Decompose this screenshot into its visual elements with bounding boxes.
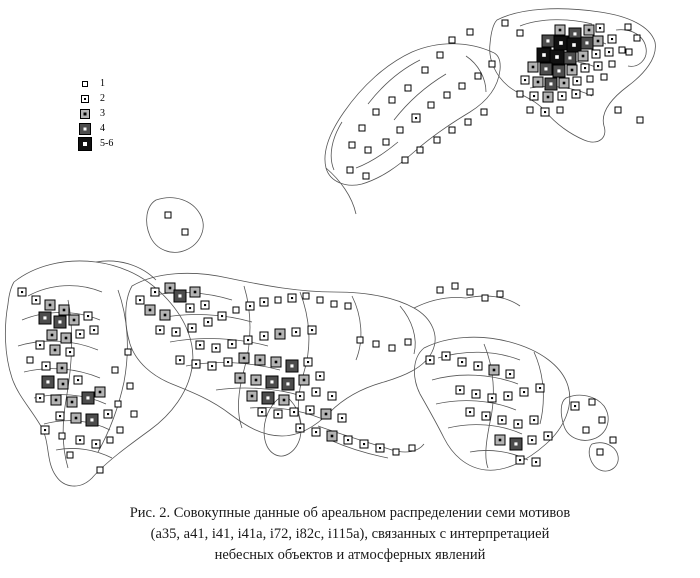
legend-item [78, 76, 148, 91]
map-marker [444, 92, 450, 98]
map-marker-center-dot [207, 321, 209, 323]
legend-swatch-4 [79, 123, 91, 135]
map-marker [67, 452, 73, 458]
map-marker [417, 147, 423, 153]
map-marker-center-dot [608, 51, 610, 53]
map-marker [165, 212, 171, 218]
map-marker [452, 283, 458, 289]
map-marker-center-dot [169, 287, 172, 290]
map-marker-center-dot [77, 379, 79, 381]
map-marker [589, 399, 595, 405]
map-marker-center-dot [295, 331, 297, 333]
map-marker-center-dot [73, 319, 76, 322]
map-marker-center-dot [533, 419, 535, 421]
map-marker-center-dot [611, 38, 613, 40]
caption-line-3: небесных объектов и атмосферных явлений [214, 547, 486, 563]
map-marker-center-dot [62, 383, 65, 386]
map-marker-center-dot [21, 291, 23, 293]
map-marker-center-dot [93, 329, 95, 331]
map-marker-center-dot [597, 40, 600, 43]
map-marker-center-dot [54, 349, 57, 352]
map-marker-center-dot [559, 41, 563, 45]
map-marker-center-dot [555, 55, 559, 59]
map-marker-center-dot [331, 435, 334, 438]
map-marker-center-dot [559, 29, 562, 32]
map-marker-center-dot [415, 117, 417, 119]
map-marker-center-dot [299, 395, 301, 397]
map-marker [331, 301, 337, 307]
map-marker-center-dot [477, 365, 479, 367]
map-marker-center-dot [546, 39, 549, 42]
map-marker [601, 74, 607, 80]
map-marker-center-dot [315, 431, 317, 433]
map-marker-center-dot [239, 377, 242, 380]
map-marker-center-dot [523, 391, 525, 393]
map-marker [107, 437, 113, 443]
map-marker-center-dot [291, 297, 293, 299]
map-marker [405, 85, 411, 91]
legend-swatch-1 [82, 81, 88, 87]
map-marker-center-dot [584, 67, 586, 69]
map-marker-center-dot [178, 294, 181, 297]
map-marker-center-dot [445, 355, 447, 357]
map-marker-center-dot [204, 304, 206, 306]
map-marker [449, 127, 455, 133]
map-marker-center-dot [519, 459, 521, 461]
map-marker [517, 91, 523, 97]
caption-line-1: Рис. 2. Совокупные данные об ареальном распределении семи мотивов [129, 505, 571, 521]
map-marker [131, 411, 137, 417]
map-marker [527, 107, 533, 113]
map-marker-center-dot [179, 359, 181, 361]
map-marker-center-dot [315, 391, 317, 393]
map-marker-center-dot [247, 339, 249, 341]
map-marker [27, 357, 33, 363]
map-marker-center-dot [429, 359, 431, 361]
legend-swatch-5 [78, 137, 92, 151]
map-marker-center-dot [325, 413, 328, 416]
map-marker-center-dot [509, 373, 511, 375]
map-marker-center-dot [524, 79, 526, 81]
map-marker [587, 76, 593, 82]
map-marker-center-dot [195, 363, 197, 365]
map-marker-center-dot [286, 382, 289, 385]
map-marker-center-dot [58, 320, 61, 323]
legend-item [78, 91, 148, 106]
map-marker-center-dot [363, 443, 365, 445]
map-marker-center-dot [319, 375, 321, 377]
map-marker-center-dot [539, 387, 541, 389]
map-marker [599, 417, 605, 423]
map-marker [557, 107, 563, 113]
map-marker-center-dot [347, 439, 349, 441]
map-marker-center-dot [189, 307, 191, 309]
map-marker-center-dot [75, 417, 78, 420]
legend-label-4: 4 [100, 122, 105, 134]
map-marker [275, 297, 281, 303]
map-marker-center-dot [251, 395, 254, 398]
map-marker [397, 127, 403, 133]
map-marker [502, 20, 508, 26]
map-marker-center-dot [532, 66, 535, 69]
map-marker-center-dot [95, 443, 97, 445]
map-marker-center-dot [87, 315, 89, 317]
map-marker [117, 427, 123, 433]
map-marker [449, 37, 455, 43]
map-marker-center-dot [311, 329, 313, 331]
legend-label-1: 1 [100, 77, 105, 89]
map-marker-center-dot [243, 357, 246, 360]
map-marker-center-dot [39, 397, 41, 399]
map-marker-center-dot [191, 327, 193, 329]
map-marker-center-dot [263, 335, 265, 337]
map-marker-center-dot [531, 439, 533, 441]
map-marker-center-dot [571, 69, 574, 72]
map-marker [637, 117, 643, 123]
map-marker-center-dot [164, 314, 167, 317]
map-marker [393, 449, 399, 455]
map-marker-center-dot [46, 380, 49, 383]
legend-swatch-3 [80, 109, 90, 119]
map-marker-center-dot [259, 359, 262, 362]
map-marker-center-dot [517, 423, 519, 425]
map-marker [317, 297, 323, 303]
map-marker-center-dot [575, 93, 577, 95]
map-marker-center-dot [63, 309, 66, 312]
map-marker-center-dot [549, 82, 552, 85]
legend-label-2: 2 [100, 92, 105, 104]
map-marker-center-dot [49, 304, 52, 307]
legend-label-5: 5-6 [100, 137, 114, 149]
map-marker [233, 307, 239, 313]
map-marker [347, 167, 353, 173]
map-marker-center-dot [51, 334, 54, 337]
map-marker-center-dot [71, 401, 74, 404]
map-marker-center-dot [69, 351, 71, 353]
map-marker-center-dot [561, 95, 563, 97]
map-marker [497, 291, 503, 297]
map-marker-center-dot [491, 397, 493, 399]
map-marker-center-dot [43, 316, 46, 319]
map-marker [402, 157, 408, 163]
map-marker-center-dot [159, 329, 161, 331]
map-marker-center-dot [547, 96, 550, 99]
caption-line-2: (a35, a41, i41, i41a, i72, i82c, i115a), связанных с интерпретацией [150, 526, 550, 542]
map-marker [619, 47, 625, 53]
map-marker [345, 303, 351, 309]
map-marker-center-dot [99, 391, 102, 394]
legend-item [78, 136, 148, 151]
map-marker [359, 125, 365, 131]
map-marker-center-dot [55, 399, 58, 402]
map-marker [373, 109, 379, 115]
map-marker [517, 30, 523, 36]
map-marker-center-dot [44, 429, 46, 431]
map-marker-center-dot [585, 41, 588, 44]
map-marker-center-dot [309, 409, 311, 411]
map-marker-center-dot [154, 291, 156, 293]
map-marker-center-dot [563, 82, 566, 85]
map-marker-center-dot [537, 81, 540, 84]
map-marker [437, 52, 443, 58]
map-marker-center-dot [499, 439, 502, 442]
map-marker-center-dot [194, 291, 197, 294]
map-marker [465, 119, 471, 125]
map-marker-center-dot [507, 395, 509, 397]
map-marker-center-dot [595, 53, 597, 55]
map-marker-center-dot [299, 427, 301, 429]
map-marker-center-dot [597, 65, 599, 67]
map-marker [409, 445, 415, 451]
map-marker-center-dot [533, 95, 535, 97]
map-marker [583, 427, 589, 433]
map-marker [475, 73, 481, 79]
map-marker-center-dot [535, 461, 537, 463]
map-marker-center-dot [175, 331, 177, 333]
legend [78, 76, 148, 151]
map-marker-center-dot [266, 396, 269, 399]
map-marker [615, 107, 621, 113]
map-marker-center-dot [290, 364, 293, 367]
map-marker-center-dot [35, 299, 37, 301]
map-marker [459, 83, 465, 89]
map-marker-center-dot [303, 379, 306, 382]
map-marker [59, 433, 65, 439]
map-marker [389, 345, 395, 351]
map-marker-center-dot [90, 418, 93, 421]
map-marker-center-dot [514, 442, 517, 445]
map-marker-center-dot [86, 396, 89, 399]
map-marker-center-dot [588, 29, 591, 32]
legend-item [78, 106, 148, 121]
map-marker [434, 137, 440, 143]
map-marker-center-dot [221, 315, 223, 317]
map-marker [422, 67, 428, 73]
map-marker-center-dot [61, 367, 64, 370]
map-marker-center-dot [475, 393, 477, 395]
legend-swatch-2 [81, 95, 89, 103]
map-marker [115, 401, 121, 407]
map-marker [383, 139, 389, 145]
map-marker-center-dot [65, 337, 68, 340]
map-marker-center-dot [39, 344, 41, 346]
map-marker-center-dot [544, 111, 546, 113]
map-marker-center-dot [599, 27, 601, 29]
map-marker-center-dot [293, 411, 295, 413]
map-marker-center-dot [277, 413, 279, 415]
map-marker-center-dot [261, 411, 263, 413]
map-marker-center-dot [307, 361, 309, 363]
map-marker-center-dot [557, 69, 560, 72]
map-marker-center-dot [493, 369, 496, 372]
map-marker [182, 229, 188, 235]
map-marker-center-dot [59, 415, 61, 417]
map-marker-center-dot [255, 379, 258, 382]
map-marker [389, 97, 395, 103]
map-marker-center-dot [331, 395, 333, 397]
map-marker-center-dot [501, 419, 503, 421]
map-marker-center-dot [199, 344, 201, 346]
map-marker-center-dot [139, 299, 141, 301]
legend-item [78, 121, 148, 136]
map-marker-center-dot [572, 43, 576, 47]
map-marker-center-dot [263, 301, 265, 303]
map-marker-center-dot [576, 80, 578, 82]
figure-caption [0, 503, 700, 566]
map-marker [357, 337, 363, 343]
map-marker-center-dot [582, 55, 585, 58]
map-marker-center-dot [379, 447, 381, 449]
map-marker [365, 147, 371, 153]
map-marker-center-dot [79, 439, 81, 441]
map-marker [634, 35, 640, 41]
map-marker [610, 437, 616, 443]
map-marker [97, 467, 103, 473]
map-marker-center-dot [79, 333, 81, 335]
map-marker-center-dot [279, 333, 282, 336]
map-marker-center-dot [461, 361, 463, 363]
map-marker [428, 102, 434, 108]
map-marker-center-dot [215, 347, 217, 349]
map-marker-center-dot [45, 365, 47, 367]
map-marker-center-dot [341, 417, 343, 419]
map-marker-center-dot [149, 309, 152, 312]
map-marker-center-dot [211, 365, 213, 367]
map-marker [437, 287, 443, 293]
map-marker-center-dot [568, 56, 571, 59]
map-marker-center-dot [485, 415, 487, 417]
map-marker-center-dot [275, 361, 278, 364]
map-marker [587, 89, 593, 95]
map-marker [609, 61, 615, 67]
map-marker [467, 289, 473, 295]
map-marker [625, 24, 631, 30]
map-marker-center-dot [231, 343, 233, 345]
map-marker [363, 173, 369, 179]
map-marker [112, 367, 118, 373]
map-marker [481, 109, 487, 115]
map-marker-center-dot [270, 380, 273, 383]
map-marker-center-dot [542, 53, 546, 57]
map-marker [373, 341, 379, 347]
map-marker [303, 293, 309, 299]
map-marker [349, 142, 355, 148]
map-marker [597, 449, 603, 455]
map-marker [125, 349, 131, 355]
map-marker-center-dot [459, 389, 461, 391]
map-marker-center-dot [107, 413, 109, 415]
map-marker-center-dot [573, 32, 576, 35]
map-marker-center-dot [227, 361, 229, 363]
legend-label-3: 3 [100, 107, 105, 119]
map-marker [482, 295, 488, 301]
map-marker-center-dot [249, 305, 251, 307]
map-marker [467, 29, 473, 35]
map-marker-center-dot [283, 399, 286, 402]
map-marker [626, 49, 632, 55]
map-marker-center-dot [544, 67, 547, 70]
map-marker [127, 383, 133, 389]
map-marker-center-dot [469, 411, 471, 413]
map-marker [405, 339, 411, 345]
map-marker-center-dot [574, 405, 576, 407]
map-marker-center-dot [547, 435, 549, 437]
map-marker [489, 61, 495, 67]
